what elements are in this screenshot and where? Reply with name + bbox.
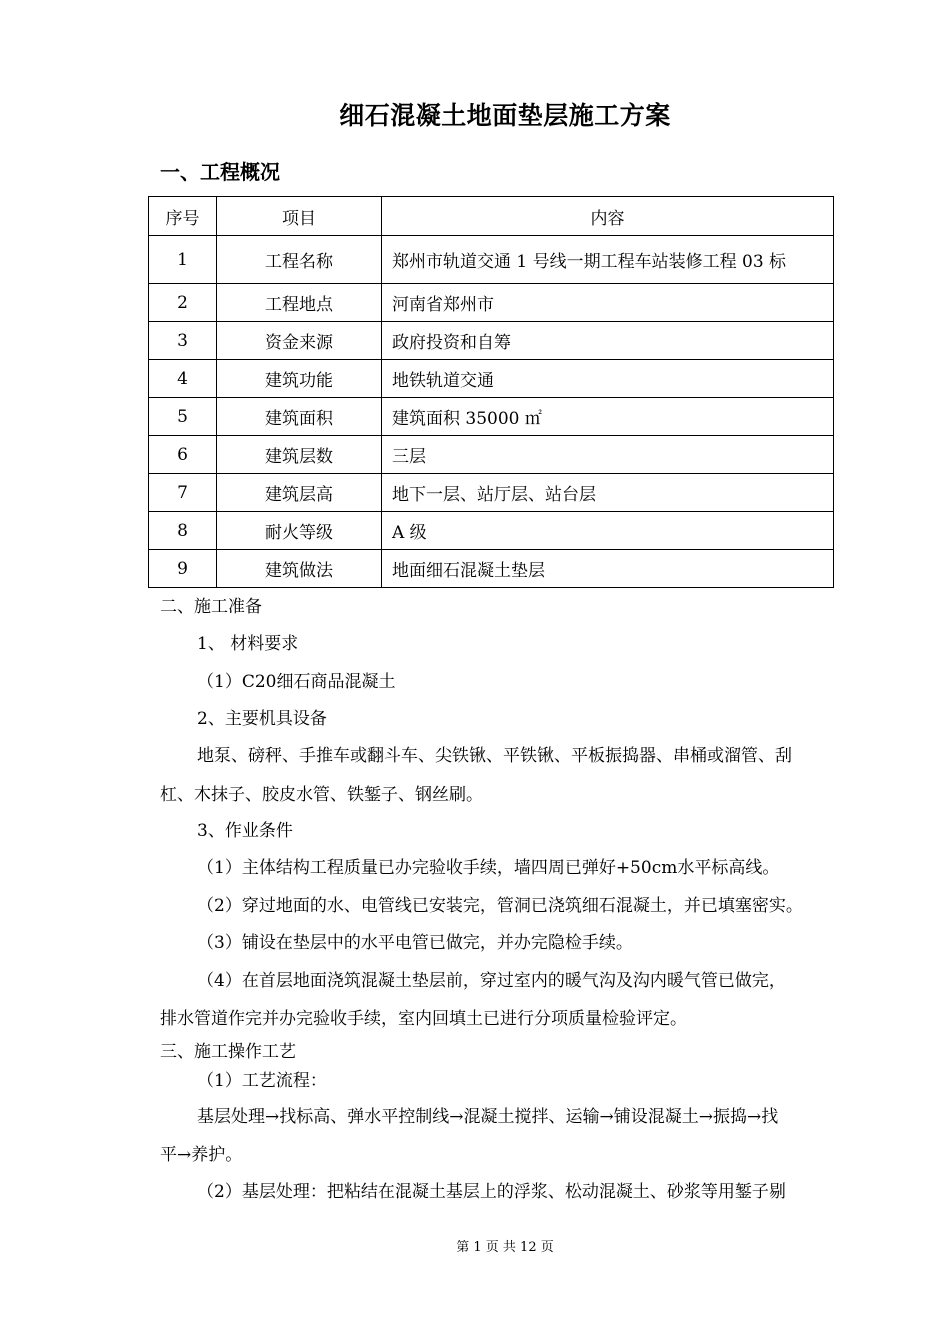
project-overview-table — [148, 196, 834, 588]
section-heading-overview: 一、工程概况 — [160, 160, 280, 184]
condition-item: （1）主体结构工程质量已办完验收手续，墙四周已弹好+50cm水平标高线。 — [197, 858, 780, 878]
table-row — [149, 436, 834, 474]
table-row — [149, 512, 834, 550]
cell-no: 4 — [149, 360, 217, 398]
cell-content: 政府投资和自筹 — [382, 322, 834, 360]
cell-no: 8 — [149, 512, 217, 550]
condition-item: （2）穿过地面的水、电管线已安装完，管洞已浇筑细石混凝土，并已填塞密实。 — [197, 896, 803, 916]
subheading-materials: 1、 材料要求 — [197, 634, 299, 654]
cell-item: 建筑层高 — [217, 474, 382, 512]
header-cell-no: 序号 — [149, 197, 217, 236]
document-title: 细石混凝土地面垫层施工方案 — [339, 101, 671, 130]
process-item: （2）基层处理：把粘结在混凝土基层上的浮浆、松动混凝土、砂浆等用錾子剔 — [197, 1182, 786, 1202]
section-heading-process: 三、施工操作工艺 — [160, 1042, 296, 1062]
cell-item: 耐火等级 — [217, 512, 382, 550]
equipment-text-line: 地泵、磅秤、手推车或翻斗车、尖铁锹、平铁锹、平板振捣器、串桶或溜管、刮 — [197, 746, 792, 766]
table-header-row — [149, 197, 834, 236]
cell-no: 5 — [149, 398, 217, 436]
table-row — [149, 550, 834, 588]
cell-item: 建筑功能 — [217, 360, 382, 398]
subheading-equipment: 2、主要机具设备 — [197, 709, 327, 729]
table-row — [149, 474, 834, 512]
condition-item: （4）在首层地面浇筑混凝土垫层前，穿过室内的暖气沟及沟内暖气管已做完， — [197, 971, 786, 991]
cell-content: 河南省郑州市 — [382, 284, 834, 322]
equipment-text-line: 杠、木抹子、胶皮水管、铁錾子、钢丝刷。 — [160, 785, 483, 805]
cell-item: 建筑做法 — [217, 550, 382, 588]
process-flow-line: 平→养护。 — [160, 1145, 243, 1165]
section-heading-preparation: 二、施工准备 — [160, 597, 262, 617]
cell-no: 2 — [149, 284, 217, 322]
process-item: （1）工艺流程： — [197, 1071, 327, 1091]
cell-no: 3 — [149, 322, 217, 360]
cell-item: 资金来源 — [217, 322, 382, 360]
cell-content: A 级 — [382, 512, 834, 550]
table-row — [149, 236, 834, 284]
table-row — [149, 360, 834, 398]
table-row — [149, 398, 834, 436]
cell-item: 建筑层数 — [217, 436, 382, 474]
condition-item: （3）铺设在垫层中的水平电管已做完，并办完隐检手续。 — [197, 933, 633, 953]
page-footer: 第 1 页 共 12 页 — [456, 1240, 554, 1255]
cell-no: 9 — [149, 550, 217, 588]
header-cell-item: 项目 — [217, 197, 382, 236]
cell-content: 地面细石混凝土垫层 — [382, 550, 834, 588]
cell-no: 6 — [149, 436, 217, 474]
cell-content: 地铁轨道交通 — [382, 360, 834, 398]
cell-content: 地下一层、站厅层、站台层 — [382, 474, 834, 512]
condition-item-continued: 排水管道作完并办完验收手续，室内回填土已进行分项质量检验评定。 — [160, 1009, 687, 1029]
cell-content: 郑州市轨道交通 1 号线一期工程车站装修工程 03 标 — [382, 236, 834, 284]
materials-item: （1）C20细石商品混凝土 — [197, 672, 396, 692]
cell-item: 工程地点 — [217, 284, 382, 322]
cell-no: 7 — [149, 474, 217, 512]
cell-item: 建筑面积 — [217, 398, 382, 436]
table-row — [149, 322, 834, 360]
cell-item: 工程名称 — [217, 236, 382, 284]
table-row — [149, 284, 834, 322]
subheading-conditions: 3、作业条件 — [197, 821, 293, 841]
cell-content: 建筑面积 35000 ㎡ — [382, 398, 834, 436]
header-cell-content: 内容 — [382, 197, 834, 236]
process-flow-line: 基层处理→找标高、弹水平控制线→混凝土搅拌、运输→铺设混凝土→振捣→找 — [197, 1107, 779, 1127]
cell-no: 1 — [149, 236, 217, 284]
cell-content: 三层 — [382, 436, 834, 474]
